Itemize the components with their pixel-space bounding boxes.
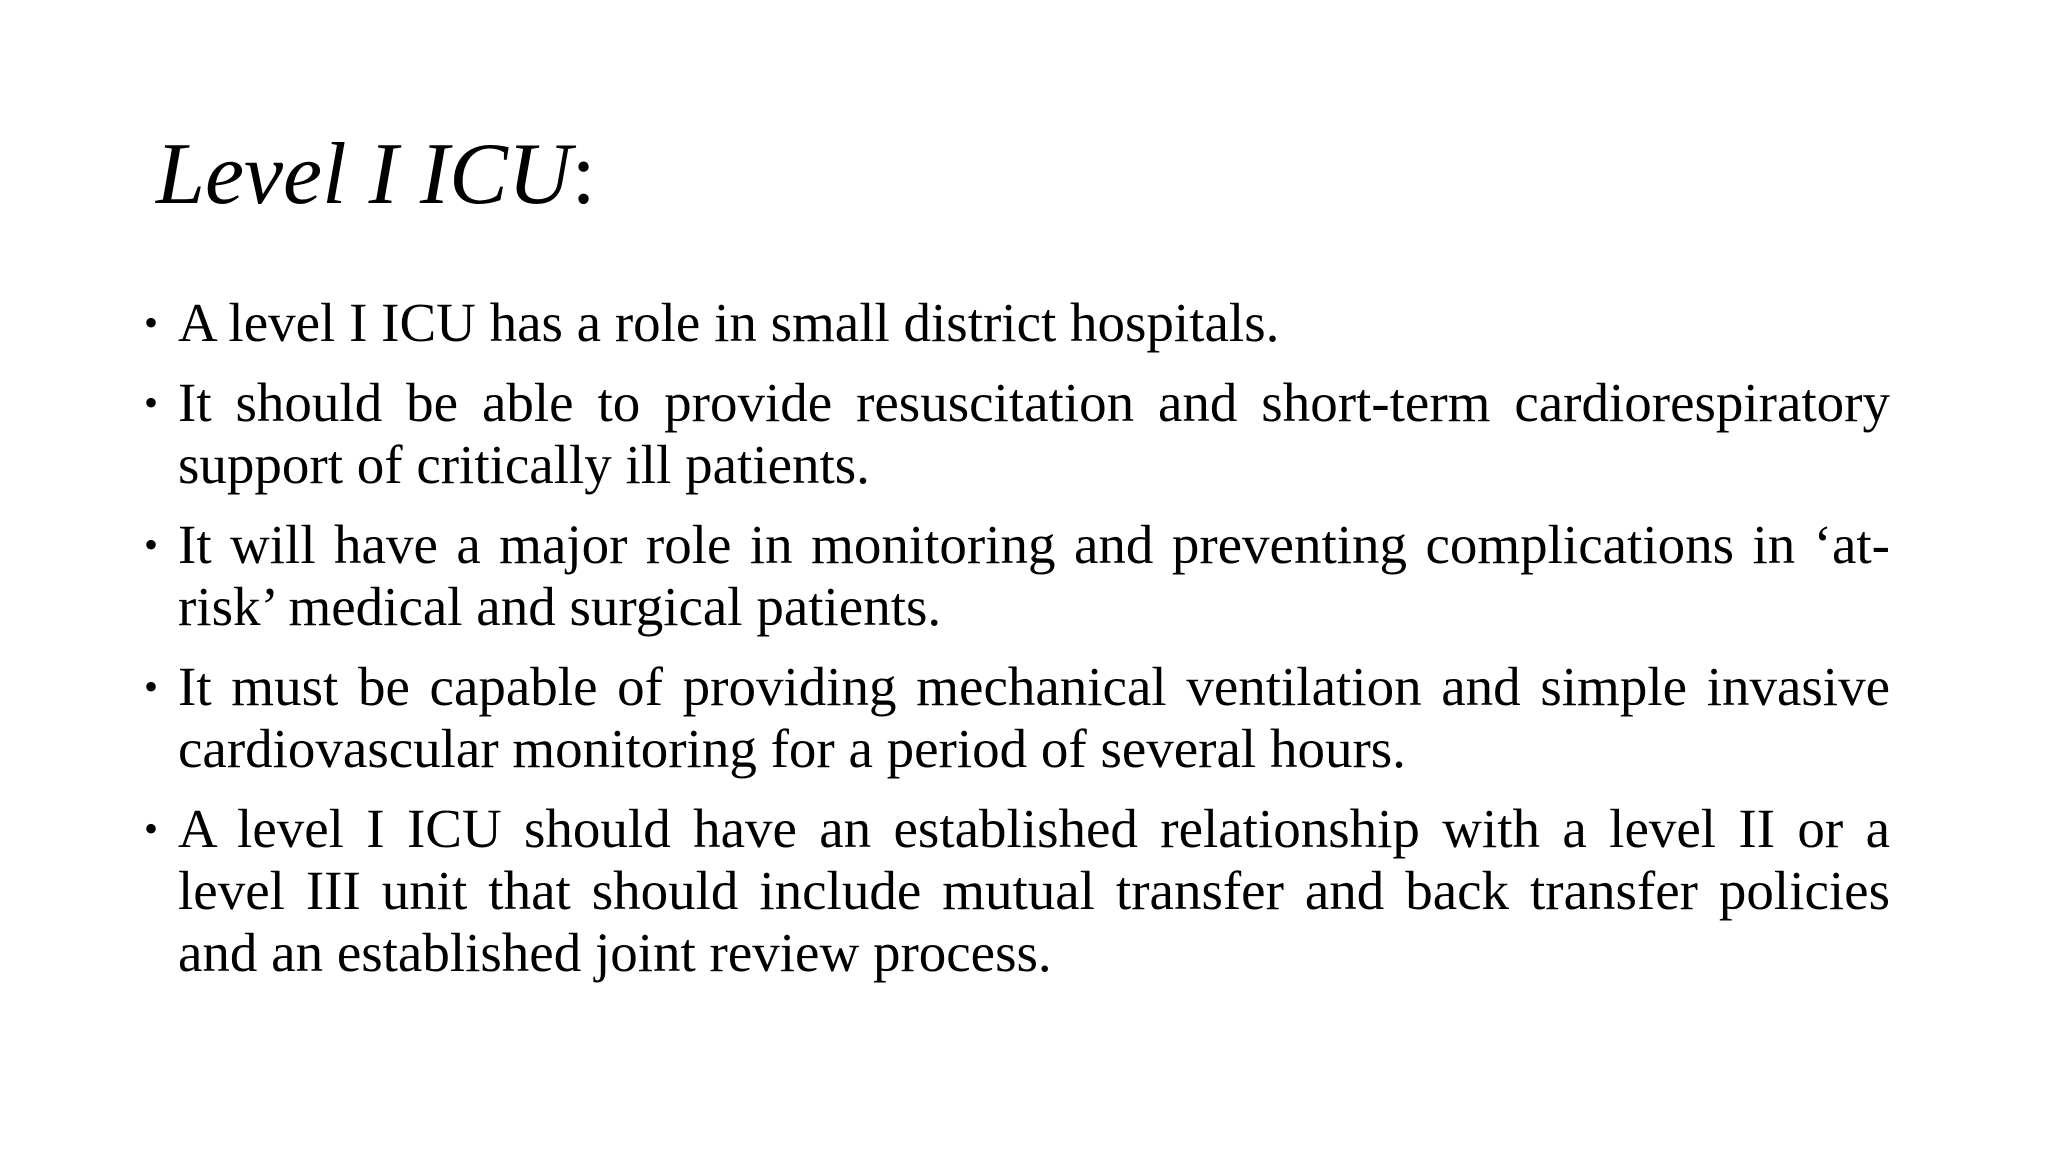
list-item	[140, 514, 1890, 638]
bullet-dot-icon: •	[144, 522, 159, 567]
bullet-dot-icon: •	[144, 380, 159, 425]
slide-title-colon: :	[571, 126, 596, 223]
list-item	[140, 798, 1890, 984]
bullet-text: A level I ICU has a role in small district hospitals.	[178, 292, 1280, 353]
bullet-text: It will have a major role in monitoring and preventing complications in ‘at-risk’ medical and surgical patients.	[178, 514, 1890, 637]
slide-title	[156, 120, 596, 230]
bullet-text: It should be able to provide resuscitation and short-term cardiorespiratory support of critically ill patients.	[178, 372, 1890, 495]
list-item	[140, 656, 1890, 780]
slide-title-text: Level I ICU	[156, 126, 572, 223]
bullet-dot-icon: •	[144, 806, 159, 851]
list-item	[140, 372, 1890, 496]
bullet-dot-icon: •	[144, 300, 159, 345]
bullet-text: A level I ICU should have an established relationship with a level II or a level III unit that should include mutual transfer and back transfer policies and an established joint review process.	[178, 798, 1890, 983]
bullet-dot-icon: •	[144, 664, 159, 709]
bullet-text: It must be capable of providing mechanical ventilation and simple invasive cardiovascular monitoring for a period of several hours.	[178, 656, 1890, 779]
list-item	[140, 292, 1890, 354]
bullet-list	[140, 292, 1890, 1002]
